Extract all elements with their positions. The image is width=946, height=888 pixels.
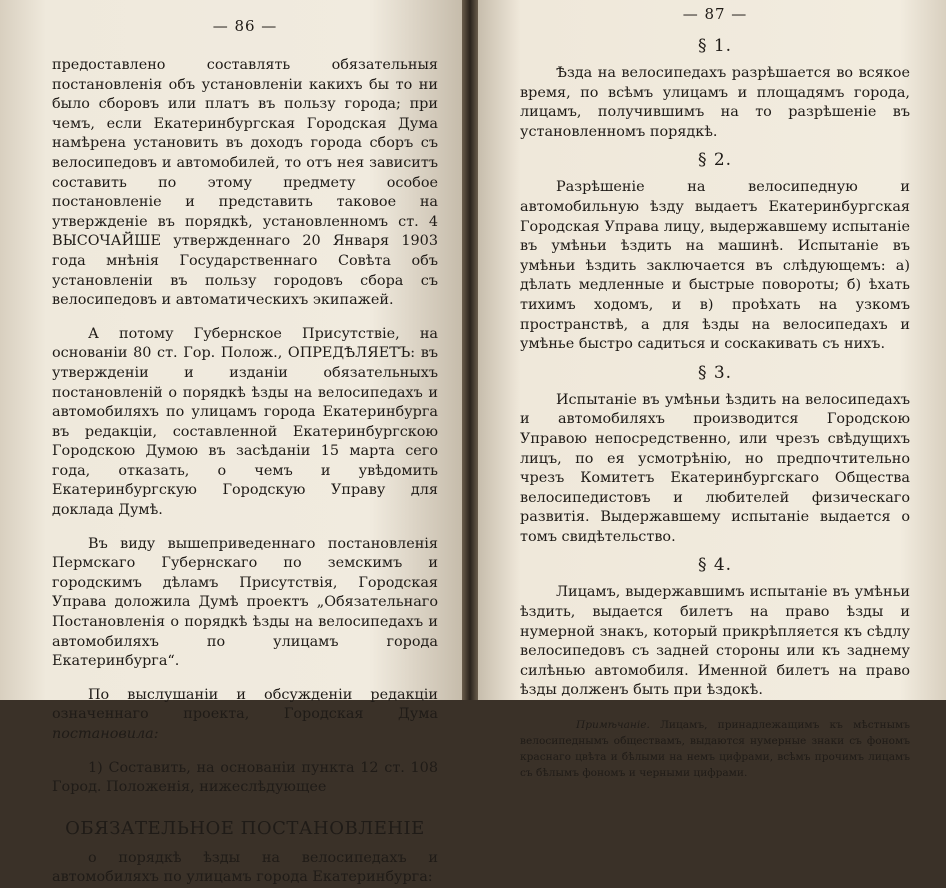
- paragraph: предоставлено составлять обязательныя постановленія объ установленіи какихъ бы то ни было сборовъ или платъ въ пользу города; при чемъ, если Екатеринбургская Городская Дума намѣрена установить въ доходъ города сборъ съ велосипедовъ и автомобилей, то отъ нея зависитъ составить по этому предмету особое постановленіе и представить таковое на утвержденіе въ порядкѣ, установленномъ ст. 4 ВЫСОЧАЙШЕ утвержденнаго 20 Января 1903 года мнѣнія Государственнаго Совѣта объ установленіи въ пользу городовъ сбора съ велосипедовъ и автоматическихъ экипажей.: [52, 57, 438, 309]
- section-title: § 2.: [697, 150, 733, 171]
- footnote-lead: Примѣчаніе.: [576, 719, 650, 732]
- section-text: Разрѣшеніе на велосипедную и автомобильную ѣзду выдаетъ Екатеринбургская Городская Управа лицу, выдержавшему испытаніе въ умѣньи ѣздить на машинѣ. Испытаніе въ умѣньи ѣздить заключается въ слѣдующемъ: а) дѣлать медленные и быстрые повороты; б) ѣхать тихимъ ходомъ, и в) проѣхать на узкомъ пространствѣ, а для ѣзды на велосипедахъ и умѣнье быстро садиться и соскакивать съ нихъ.: [520, 179, 910, 353]
- footnote: [520, 717, 910, 781]
- section-title: § 1.: [697, 36, 733, 56]
- section-text: Лицамъ, выдержавшимъ испытаніе въ умѣньи ѣздить, выдается билетъ на право ѣзды и нумерной знакъ, который прикрѣпляется къ сѣдлу велосипедовъ съ задней стороны или къ заднему силѣнью автомобиля. Именной билетъ на право ѣзды долженъ быть при ѣздокѣ.: [520, 584, 910, 699]
- section-title: § 4.: [697, 555, 733, 576]
- section-title: § 3.: [697, 362, 733, 383]
- section-text: Ѣзда на велосипедахъ разрѣшается во всякое время, по всѣмъ улицамъ и площадямъ города, лицамъ, получившимъ на то разрѣшеніе въ установленномъ порядкѣ.: [520, 65, 910, 140]
- decree-subheading: о порядкѣ ѣзды на велосипедахъ и автомобиляхъ по улицамъ города Екатеринбурга:: [52, 849, 438, 886]
- item-1: 1) Составить, на основаніи пункта 12 ст. 108 Город. Положенія, нижеслѣдующее: [52, 759, 438, 796]
- footnote-text: Лицамъ, принадлежащимъ къ мѣстнымъ велосипеднымъ обществамъ, выдаются нумерные знаки съ фономъ краснаго цвѣта и бѣлыми на немъ цифрами, всѣмъ прочимъ лицамъ съ бѣлымъ фономъ и черными цифрами.: [520, 719, 910, 780]
- page-number-right: — 87 —: [682, 5, 748, 23]
- section-text: Испытаніе въ умѣньи ѣздить на велосипедахъ и автомобиляхъ производится Городскою Управою непосредственно, или чрезъ свѣдущихъ лицъ, по ея усмотрѣнію, но предпочтительно чрезъ Комитетъ Екатеринбургскаго Общества велосипедистовъ и любителей физическаго развитія. Выдержавшему испытаніе выдается о томъ свидѣтельство.: [520, 391, 910, 545]
- paragraph: А потому Губернское Присутствіе, на основаніи 80 ст. Гор. Полож., ОПРЕДѢЛЯЕТЪ: въ утвержденіи и изданіи обязательныхъ постановленій о порядкѣ ѣзды на велосипедахъ и автомобиляхъ по улицамъ города Екатеринбурга въ редакціи, составленной Екатеринбургскою Городскою Думою въ засѣданіи 15 марта сего года, отказать, о чемъ и увѣдомить Екатеринбургскую Городскую Управу для доклада Думѣ.: [52, 325, 438, 519]
- right-page: [478, 0, 946, 780]
- paragraph: Въ виду вышеприведеннаго постановленія Пермскаго Губернскаго по земскимъ и городскимъ дѣламъ Присутствія, Городская Управа доложила Думѣ проектъ „Обязательнаго Постановленія о порядкѣ ѣзды на велосипедахъ и автомобиляхъ по улицамъ города Екатеринбурга“.: [52, 535, 438, 670]
- resolution-paragraph: [52, 686, 438, 745]
- resolution-lead: По выслушаніи и обсужденіи редакціи означеннаго проекта, Городская Дума: [52, 686, 438, 723]
- left-page: [0, 0, 462, 886]
- decree-heading: ОБЯЗАТЕЛЬНОЕ ПОСТАНОВЛЕНІЕ: [65, 817, 425, 839]
- page-number-left: — 86 —: [212, 17, 278, 35]
- book-gutter: [462, 0, 478, 700]
- resolution-emph: постановила:: [52, 726, 159, 742]
